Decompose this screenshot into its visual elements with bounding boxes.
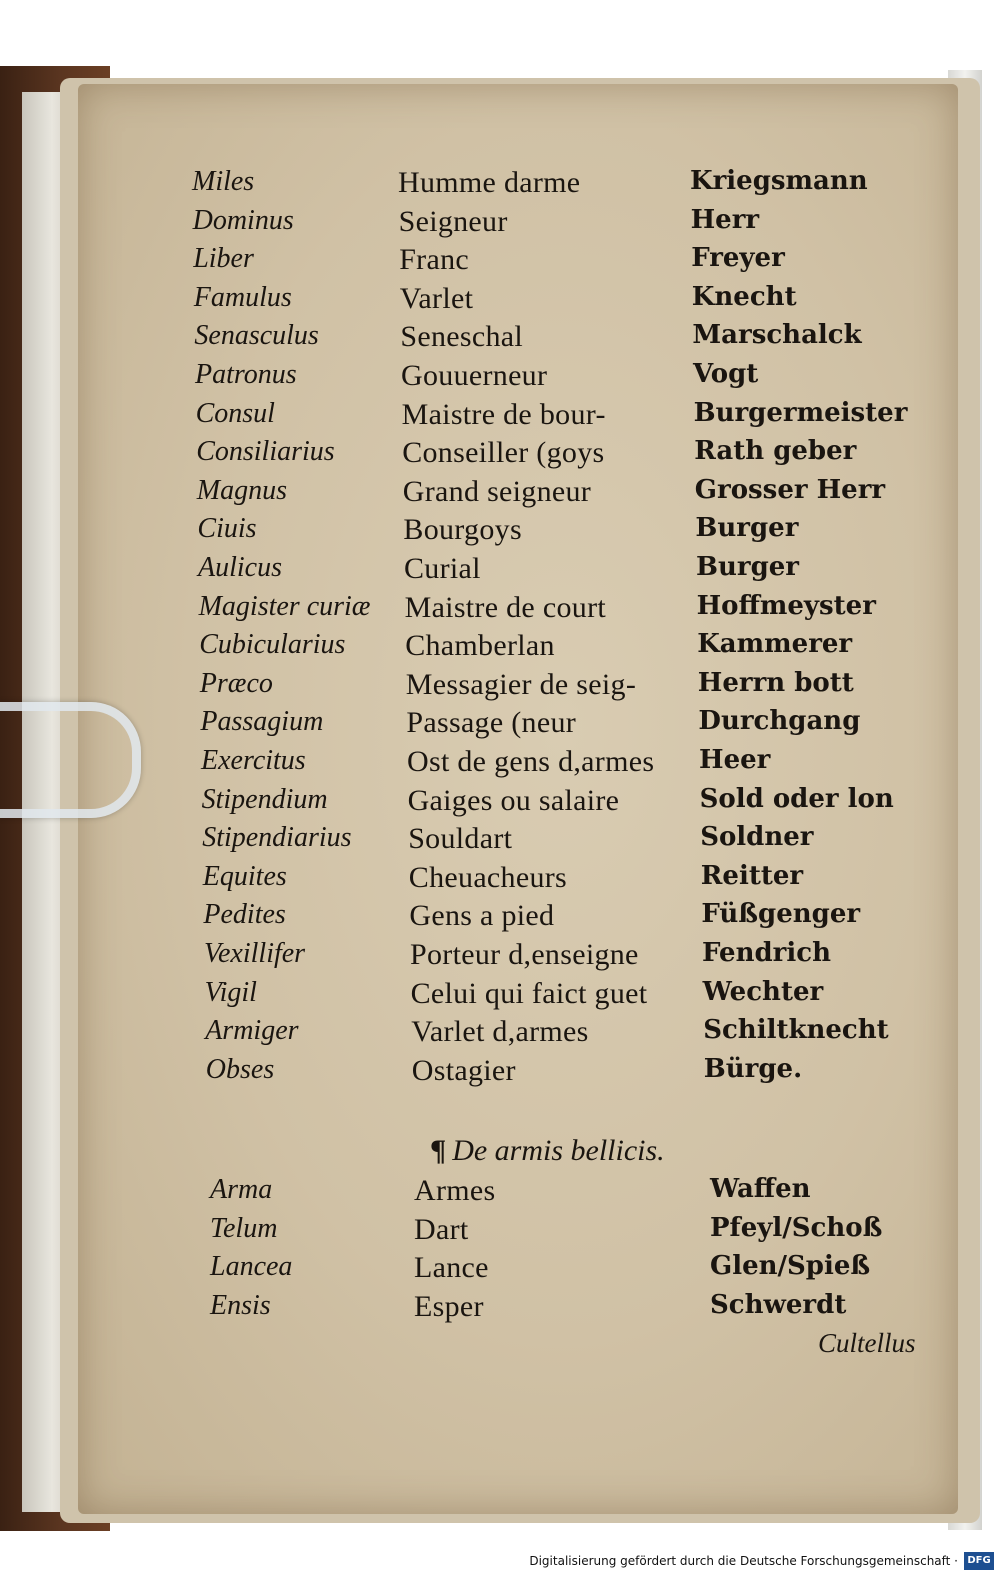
table-row: [0, 436, 1000, 475]
french-term: Varlet: [399, 281, 474, 315]
latin-term: Lancea: [210, 1251, 293, 1282]
german-term: Vogt: [693, 359, 759, 389]
french-term: Celui qui faict guet: [410, 976, 648, 1010]
german-term: Kriegsmann: [690, 166, 868, 196]
table-row: [0, 320, 1000, 359]
latin-term: Stipendium: [201, 783, 328, 815]
french-term: Dart: [414, 1212, 469, 1246]
french-term: Gaiges ou salaire: [407, 783, 620, 817]
dfg-logo: DFG: [964, 1552, 994, 1570]
french-term: Seigneur: [398, 204, 508, 238]
table-row: [0, 938, 1000, 977]
table-row: [0, 513, 1000, 552]
table-row: [0, 282, 1000, 321]
table-row: [0, 706, 1000, 745]
latin-term: Pedites: [203, 899, 286, 931]
footer-credit: Digitalisierung gefördert durch die Deutsche Forschungsgemeinschaft ·: [529, 1554, 958, 1568]
french-term: Seneschal: [400, 320, 524, 354]
latin-term: Magnus: [196, 474, 288, 506]
french-term: Messagier de seig-: [405, 667, 637, 701]
german-term: Bürge.: [703, 1053, 803, 1084]
table-row: [0, 205, 1000, 244]
german-term: Burgermeister: [693, 397, 908, 428]
latin-term: Ensis: [210, 1289, 271, 1321]
french-term: Ostagier: [411, 1053, 516, 1087]
french-term: Gens a pied: [409, 899, 555, 933]
table-row: [0, 745, 1000, 784]
latin-term: Magister curiæ: [198, 590, 371, 622]
german-term: Füßgenger: [701, 899, 861, 930]
table-row: [0, 1015, 1000, 1054]
french-term: Esper: [414, 1289, 484, 1323]
german-term: Knecht: [691, 281, 797, 312]
latin-term: Præco: [199, 667, 273, 699]
german-term: Durchgang: [698, 706, 861, 737]
french-term: Lance: [414, 1251, 489, 1284]
table-row: [0, 861, 1000, 900]
latin-term: Vigil: [204, 976, 257, 1008]
french-term: Maistre de bour-: [401, 397, 606, 431]
table-row: [0, 359, 1000, 398]
latin-term: Patronus: [195, 359, 297, 390]
latin-term: Vexillifer: [204, 938, 306, 969]
latin-term: Telum: [210, 1212, 278, 1244]
german-term: Pfeyl/Schoß: [710, 1212, 883, 1243]
catchword: Cultellus: [818, 1328, 916, 1358]
latin-term: Armiger: [205, 1015, 299, 1047]
table-row: [0, 1213, 1000, 1252]
latin-term: Consul: [195, 397, 275, 429]
table-row: [0, 977, 1000, 1016]
table-row: [0, 552, 1000, 591]
table-row: [0, 822, 1000, 861]
french-term: Bourgoys: [403, 513, 522, 547]
table-row: [0, 591, 1000, 630]
table-row: [0, 1174, 1000, 1213]
german-term: Rath geber: [694, 436, 857, 467]
latin-term: Dominus: [192, 204, 294, 236]
german-term: Schiltknecht: [703, 1015, 889, 1046]
table-row: [0, 899, 1000, 938]
french-term: Armes: [414, 1174, 496, 1207]
latin-term: Arma: [210, 1174, 273, 1205]
latin-term: Passagium: [200, 706, 324, 738]
latin-term: Equites: [202, 860, 287, 892]
french-term: Humme darme: [398, 166, 581, 199]
latin-term: Obses: [205, 1053, 275, 1085]
french-term: Gouuerneur: [401, 359, 548, 392]
german-term: Wechter: [702, 976, 824, 1007]
french-term: Souldart: [408, 822, 513, 856]
pilcrow-icon: ¶: [430, 1134, 447, 1167]
german-term: Schwerdt: [710, 1289, 847, 1320]
german-term: Waffen: [710, 1174, 811, 1204]
latin-term: Liber: [193, 243, 254, 275]
french-term: Maistre de court: [404, 590, 606, 624]
german-term: Burger: [695, 513, 799, 544]
german-term: Freyer: [691, 243, 785, 274]
german-term: Reitter: [700, 860, 804, 891]
german-term: Fendrich: [702, 938, 831, 968]
table-row: [0, 398, 1000, 437]
german-term: Kammerer: [697, 629, 853, 660]
latin-term: Exercitus: [201, 745, 306, 776]
french-term: Varlet d,armes: [411, 1015, 589, 1049]
german-term: Grosser Herr: [694, 474, 886, 505]
clear-clip: [0, 702, 141, 818]
german-term: Marschalck: [692, 320, 862, 351]
german-term: Herrn bott: [697, 667, 854, 698]
latin-term: Aulicus: [198, 552, 282, 583]
table-row: [0, 784, 1000, 823]
french-term: Conseiller (goys: [402, 436, 605, 470]
latin-term: Consiliarius: [196, 436, 335, 468]
german-term: Soldner: [700, 822, 814, 853]
table-row: [0, 629, 1000, 668]
french-term: Franc: [399, 243, 469, 277]
table-row: [0, 668, 1000, 707]
latin-term: Ciuis: [197, 513, 257, 545]
table-row: [0, 243, 1000, 282]
french-term: Grand seigneur: [402, 474, 592, 508]
table-row: [0, 1251, 1000, 1290]
german-term: Heer: [699, 745, 771, 775]
table-row: [0, 166, 1000, 205]
latin-term: Stipendiarius: [202, 822, 352, 854]
latin-term: Cubicularius: [199, 629, 346, 661]
german-term: Burger: [696, 552, 799, 582]
french-term: Chamberlan: [405, 629, 555, 663]
latin-term: Senasculus: [194, 320, 319, 352]
section-title: De armis bellicis.: [452, 1134, 665, 1167]
french-term: Cheuacheurs: [408, 860, 568, 894]
german-term: Glen/Spieß: [710, 1251, 871, 1281]
latin-term: Miles: [192, 166, 255, 197]
section-heading: [430, 1134, 665, 1168]
french-term: Passage (neur: [406, 706, 577, 740]
german-term: Herr: [690, 204, 760, 235]
french-term: Ost de gens d,armes: [407, 745, 655, 778]
table-row: [0, 475, 1000, 514]
german-term: Hoffmeyster: [696, 590, 876, 621]
french-term: Porteur d,enseigne: [410, 938, 639, 971]
german-term: Sold oder lon: [699, 783, 894, 814]
french-term: Curial: [404, 552, 481, 585]
table-row: [0, 1054, 1000, 1093]
latin-term: Famulus: [193, 281, 292, 313]
footer-bar: [0, 1549, 1000, 1575]
table-row: [0, 1290, 1000, 1329]
